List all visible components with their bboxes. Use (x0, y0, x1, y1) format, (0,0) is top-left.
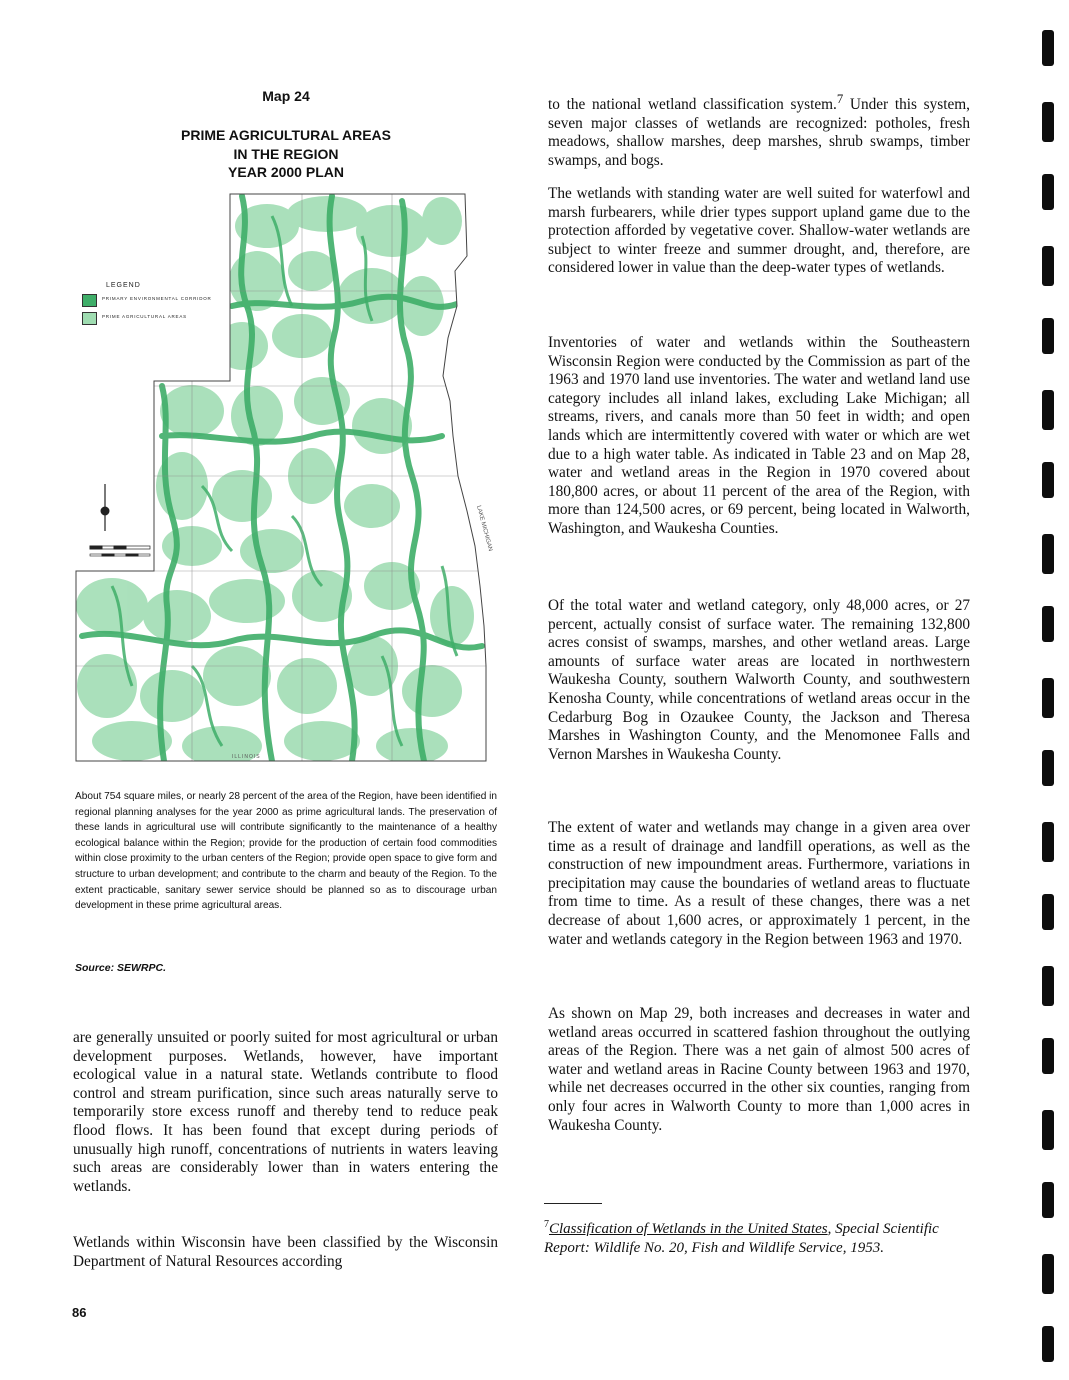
binder-hole-mark (1042, 246, 1054, 286)
map-title-line: IN THE REGION (233, 145, 339, 162)
body-paragraph: As shown on Map 29, both increases and decreases in water and wetland areas occurred in scattered fashion throughout the outlying areas of the Region. There was a net gain of almost 500 acres of water and wetland areas in Racine County between 1963 and 1970, while net decreases occurred in the other six counties, ranging from only four acres in Walworth County to more than 1,000 acres in Waukesha County. (548, 1005, 970, 1134)
binder-hole-mark (1042, 534, 1054, 574)
binder-hole-mark (1042, 318, 1054, 354)
map-caption: About 754 square miles, or nearly 28 percent of the area of the Region, have been identified in regional planning analyses for the year 2000 as prime agricultural lands. The preservation of these lands in agricultural use will contribute significantly to the maintenance of a healthy ecological balance within the Region; provide for the production of certain food commodities within close proximity to the urban centers of the Region; provide open space to give form and structure to urban development; and contribute to the charm and beauty of the Region. To the extent practicable, sanitary sewer service should be planned so as to discourage urban development in these prime agricultural areas. (75, 791, 497, 912)
footnote-text: , Special Scientific Report: Wildlife No. 20, Fish and Wildlife Service, 1953. (544, 1221, 939, 1256)
footnote-reference: 7 (836, 92, 844, 106)
footnote-title: Classification of Wetlands in the United States (549, 1221, 828, 1237)
body-paragraph: Wetlands within Wisconsin have been classified by the Wisconsin Department of Natural Resources according (73, 1234, 498, 1270)
binder-hole-mark (1042, 30, 1054, 66)
page-number: 86 (72, 1305, 87, 1320)
region-map-figure (72, 186, 502, 766)
map-title-line: YEAR 2000 PLAN (228, 164, 344, 180)
footnote (544, 1216, 970, 1257)
legend-title: LEGEND (106, 282, 141, 289)
map-number: Map 24 (262, 88, 310, 104)
binder-hole-mark (1042, 966, 1054, 1006)
binder-hole-mark (1042, 822, 1054, 862)
legend-swatch (82, 294, 97, 307)
paragraph-text: Under this system, seven major classes of wetlands are recognized: potholes, fresh meadows, shallow marshes, deep marshes, shrub swamps, timber swamps, and bogs. (548, 96, 970, 169)
graphic-scale-icon (90, 546, 150, 556)
legend-swatch (82, 312, 97, 325)
lake-label: LAKE MICHIGAN (475, 504, 494, 552)
footnote-mark: 7 (544, 1219, 549, 1230)
body-paragraph: Inventories of water and wetlands within the Southeastern Wisconsin Region were conducted by the Commission as part of the 1963 and 1970 land use inventories. The water and wetland land use category includes all inland lakes, excluding Lake Michigan; all streams, rivers, and canals more than 50 feet in width; and open lands which are intermittently covered with water or which are wet due to a high water table. As indicated in Table 23 and on Map 28, water and wetland areas in the Region in 1970 covered about 180,800 acres, or about 11 percent of the area of the Region, with more than 124,500 acres, or 69 percent, being located in Walworth, Washington, and Waukesha Counties. (548, 334, 970, 537)
map-title (150, 126, 422, 182)
binder-hole-mark (1042, 1110, 1054, 1150)
binder-hole-mark (1042, 102, 1054, 142)
binder-hole-mark (1042, 750, 1054, 786)
state-label: ILLINOIS (232, 754, 261, 760)
paragraph-text: to the national wetland classification system. (548, 96, 837, 114)
body-paragraph: Of the total water and wetland category, only 48,000 acres, or 27 percent, actually consist of surface water. The remaining 132,800 acres consist of swamps, marshes, and other wetland areas. Large amounts of surface water areas are located in northwestern Waukesha County, southern Walworth County, and southwestern Kenosha County, while concentrations of wetland areas occur in the Cedarburg Bog in Ozaukee County, the Jackson and Theresa Marshes in Washington County, and the Menomonee Falls and Vernon Marshes in Waukesha County. (548, 597, 970, 763)
binder-hole-mark (1042, 1254, 1054, 1294)
map-source: Source: SEWRPC. (75, 962, 167, 974)
binder-hole-mark (1042, 678, 1054, 718)
binder-hole-mark (1042, 390, 1054, 430)
body-paragraph: are generally unsuited or poorly suited for most agricultural or urban development purposes. Wetlands, however, have important ecological value in a natural state. Wetlands contribute to flood control and stream purification, since such areas naturally serve to temporarily store excess runoff and thereby tend to reduce peak flood flows. It has been found that except during periods of unusually high runoff, concentrations of nutrients in waters leaving such areas are considerably lower than in waters entering the wetlands. (73, 1029, 498, 1195)
binder-hole-mark (1042, 1038, 1054, 1074)
north-arrow-icon (101, 484, 109, 531)
binder-hole-mark (1042, 1182, 1054, 1218)
body-paragraph (548, 90, 970, 170)
body-paragraph: The extent of water and wetlands may change in a given area over time as a result of drainage and landfill operations, as well as the construction of new impoundment areas. Furthermore, variations in precipitation may cause the boundaries of wetland areas to fluctuate from time to time. As a result of these changes, there was a net decrease of about 1,600 acres, or approximately 1 percent, in the water and wetlands category in the Region between 1963 and 1970. (548, 819, 970, 948)
binder-hole-mark (1042, 1326, 1054, 1362)
footnote-divider (544, 1203, 602, 1204)
body-paragraph: The wetlands with standing water are well suited for waterfowl and marsh furbearers, while drier types support upland game due to the protection afforded by vegetative cover. Shallow-water wetlands are subject to winter freeze and summer drought, and, therefore, are considered lower in value than the deep-water types of wetlands. (548, 185, 970, 277)
binder-hole-mark (1042, 894, 1054, 930)
binder-hole-mark (1042, 606, 1054, 642)
binder-hole-mark (1042, 462, 1054, 498)
legend-label: PRIME AGRICULTURAL AREAS (102, 314, 187, 319)
region-map (72, 186, 502, 766)
map-title-line: PRIME AGRICULTURAL AREAS (181, 127, 391, 143)
binder-hole-strip (1038, 0, 1058, 1380)
legend-label: PRIMARY ENVIRONMENTAL CORRIDOR (102, 296, 212, 301)
binder-hole-mark (1042, 174, 1054, 210)
